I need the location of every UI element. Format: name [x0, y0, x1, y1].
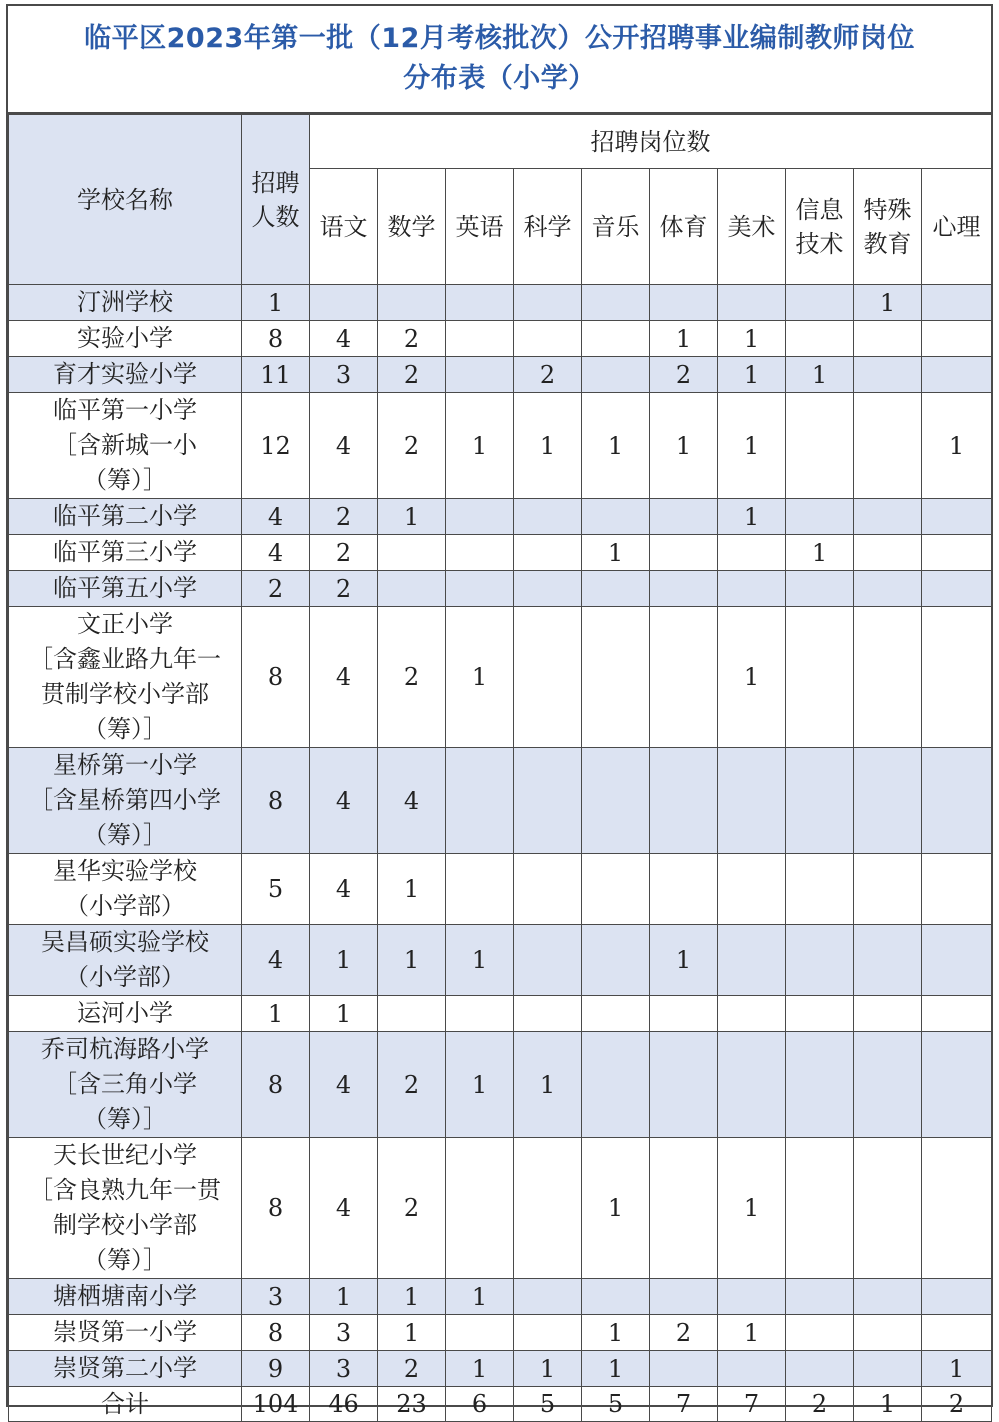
subject-count-cell — [514, 535, 582, 571]
subject-count-cell — [786, 748, 854, 854]
header-school-name: 学校名称 — [9, 115, 242, 285]
subject-count-cell: 2 — [378, 393, 446, 499]
header-subject — [650, 169, 718, 285]
recruit-count-cell: 8 — [242, 748, 310, 854]
table-row — [9, 1315, 992, 1351]
subject-count-cell — [922, 499, 992, 535]
school-name-line: 制学校小学部 — [53, 1211, 197, 1239]
subject-count-cell — [582, 499, 650, 535]
subject-count-cell — [650, 748, 718, 854]
header-count-line-2: 人数 — [251, 202, 300, 231]
subject-count-cell — [786, 321, 854, 357]
subject-count-cell: 1 — [446, 607, 514, 748]
totals-subject-cell: 7 — [718, 1387, 786, 1422]
recruit-count-cell: 4 — [242, 499, 310, 535]
table-row — [9, 535, 992, 571]
subject-count-cell — [786, 854, 854, 925]
school-name-cell — [9, 393, 242, 499]
recruit-count-cell: 2 — [242, 571, 310, 607]
subject-count-cell — [718, 285, 786, 321]
header-subject-line-1: 体育 — [659, 212, 708, 241]
subject-count-cell: 3 — [310, 1351, 378, 1387]
school-name-line: （筹）］ — [83, 1246, 167, 1274]
header-count — [242, 115, 310, 285]
school-name-cell — [9, 571, 242, 607]
subject-count-cell — [786, 1351, 854, 1387]
recruit-count-cell: 1 — [242, 285, 310, 321]
school-name-cell — [9, 285, 242, 321]
subject-count-cell: 1 — [446, 1279, 514, 1315]
school-name-line: ［含星桥第四小学 — [29, 786, 221, 814]
subject-count-cell — [446, 321, 514, 357]
school-name-line: 崇贤第二小学 — [53, 1354, 197, 1382]
table-row — [9, 925, 992, 996]
subject-count-cell — [922, 1315, 992, 1351]
subject-count-cell — [378, 535, 446, 571]
subject-count-cell: 3 — [310, 1315, 378, 1351]
subject-count-cell — [854, 357, 922, 393]
school-name-line: 实验小学 — [77, 324, 173, 352]
subject-count-cell — [582, 321, 650, 357]
subject-count-cell — [446, 748, 514, 854]
subject-count-cell: 4 — [310, 1138, 378, 1279]
table-row — [9, 357, 992, 393]
subject-count-cell: 1 — [446, 925, 514, 996]
subject-count-cell — [854, 1138, 922, 1279]
subject-count-cell: 1 — [718, 1315, 786, 1351]
subject-count-cell: 1 — [378, 1279, 446, 1315]
school-name-cell — [9, 535, 242, 571]
subject-count-cell — [446, 1138, 514, 1279]
recruit-count-cell: 8 — [242, 321, 310, 357]
school-name-line: 运河小学 — [77, 999, 173, 1027]
subject-count-cell — [514, 854, 582, 925]
subject-count-cell: 1 — [786, 357, 854, 393]
school-name-line: ［含新城一小 — [53, 431, 197, 459]
subject-count-cell: 1 — [922, 1351, 992, 1387]
recruit-count-cell: 8 — [242, 607, 310, 748]
school-name-cell — [9, 321, 242, 357]
subject-count-cell — [650, 571, 718, 607]
recruit-count-cell: 12 — [242, 393, 310, 499]
header-subject-line-1: 美术 — [727, 212, 776, 241]
subject-count-cell — [650, 499, 718, 535]
header-subject — [718, 169, 786, 285]
subject-count-cell — [854, 393, 922, 499]
table-row — [9, 1351, 992, 1387]
header-subject — [922, 169, 992, 285]
subject-count-cell — [854, 996, 922, 1032]
subject-count-cell: 1 — [378, 499, 446, 535]
subject-count-cell — [718, 925, 786, 996]
subject-count-cell — [446, 357, 514, 393]
subject-count-cell — [582, 1279, 650, 1315]
subject-count-cell — [718, 1351, 786, 1387]
totals-subject-cell: 5 — [514, 1387, 582, 1422]
subject-count-cell — [922, 996, 992, 1032]
school-name-line: 星华实验学校 — [53, 857, 197, 885]
subject-count-cell: 1 — [378, 1315, 446, 1351]
totals-subject-cell: 2 — [786, 1387, 854, 1422]
subject-count-cell — [922, 321, 992, 357]
subject-count-cell: 2 — [310, 499, 378, 535]
school-name-line: 天长世纪小学 — [53, 1141, 197, 1169]
table-row — [9, 748, 992, 854]
recruit-count-cell: 4 — [242, 925, 310, 996]
subject-count-cell: 1 — [582, 1138, 650, 1279]
school-name-cell — [9, 1315, 242, 1351]
recruit-count-cell: 1 — [242, 996, 310, 1032]
subject-count-cell: 4 — [310, 748, 378, 854]
subject-count-cell: 4 — [310, 607, 378, 748]
school-name-line: ［含良熟九年一贯 — [29, 1176, 221, 1204]
subject-count-cell: 2 — [378, 1032, 446, 1138]
subject-count-cell — [582, 285, 650, 321]
subject-count-cell — [854, 1315, 922, 1351]
subject-count-cell: 2 — [514, 357, 582, 393]
subject-count-cell: 1 — [310, 996, 378, 1032]
subject-count-cell: 1 — [650, 393, 718, 499]
subject-count-cell — [854, 925, 922, 996]
subject-count-cell — [718, 854, 786, 925]
title-line-1: 临平区2023年第一批（12月考核批次）公开招聘事业编制教师岗位 — [84, 23, 915, 54]
subject-count-cell: 1 — [922, 393, 992, 499]
subject-count-cell: 1 — [378, 854, 446, 925]
subject-count-cell — [922, 1279, 992, 1315]
subject-count-cell: 4 — [310, 321, 378, 357]
school-name-cell — [9, 996, 242, 1032]
subject-count-cell — [718, 571, 786, 607]
header-subject-line-2: 技术 — [795, 229, 844, 258]
subject-count-cell — [922, 854, 992, 925]
totals-label: 合计 — [9, 1387, 242, 1422]
school-name-line: 崇贤第一小学 — [53, 1318, 197, 1346]
subject-count-cell — [446, 535, 514, 571]
school-name-cell — [9, 499, 242, 535]
subject-count-cell — [854, 1032, 922, 1138]
subject-count-cell: 1 — [446, 393, 514, 499]
recruit-count-cell: 4 — [242, 535, 310, 571]
subject-count-cell — [514, 996, 582, 1032]
recruit-count-cell: 3 — [242, 1279, 310, 1315]
subject-count-cell: 2 — [378, 1351, 446, 1387]
subject-count-cell — [854, 607, 922, 748]
school-name-cell — [9, 357, 242, 393]
subject-count-cell: 3 — [310, 357, 378, 393]
header-subject — [378, 169, 446, 285]
table-row — [9, 1279, 992, 1315]
subject-count-cell — [786, 1279, 854, 1315]
subject-count-cell — [650, 535, 718, 571]
table-row — [9, 996, 992, 1032]
school-name-line: 汀洲学校 — [77, 288, 173, 316]
subject-count-cell: 2 — [310, 535, 378, 571]
subject-count-cell: 1 — [446, 1032, 514, 1138]
header-subject-line-1: 数学 — [387, 212, 436, 241]
subject-count-cell — [582, 748, 650, 854]
header-subject-line-1: 英语 — [455, 212, 504, 241]
subject-count-cell — [514, 1315, 582, 1351]
school-name-line: ［含三角小学 — [53, 1070, 197, 1098]
title-line-2: 分布表（小学） — [403, 63, 596, 94]
subject-count-cell: 1 — [718, 393, 786, 499]
school-name-cell — [9, 854, 242, 925]
header-subject-line-1: 特殊 — [863, 195, 912, 224]
recruitment-table — [8, 114, 992, 1422]
header-subject — [446, 169, 514, 285]
school-name-cell — [9, 1351, 242, 1387]
subject-count-cell — [650, 1351, 718, 1387]
subject-count-cell — [786, 499, 854, 535]
school-name-line: 乔司杭海路小学 — [41, 1035, 209, 1063]
subject-count-cell — [446, 571, 514, 607]
header-subject — [854, 169, 922, 285]
subject-count-cell: 2 — [378, 321, 446, 357]
header-posts: 招聘岗位数 — [310, 115, 992, 169]
totals-subject-cell: 7 — [650, 1387, 718, 1422]
subject-count-cell: 1 — [582, 393, 650, 499]
subject-count-cell — [310, 285, 378, 321]
header-count-line-1: 招聘 — [251, 168, 300, 197]
school-name-line: 临平第五小学 — [53, 574, 197, 602]
subject-count-cell: 1 — [378, 925, 446, 996]
subject-count-cell — [922, 1032, 992, 1138]
subject-count-cell — [446, 499, 514, 535]
subject-count-cell: 1 — [310, 1279, 378, 1315]
subject-count-cell — [854, 1279, 922, 1315]
school-name-line: 塘栖塘南小学 — [53, 1282, 197, 1310]
table-title — [8, 6, 991, 114]
subject-count-cell — [650, 1279, 718, 1315]
subject-count-cell — [854, 1351, 922, 1387]
subject-count-cell — [378, 285, 446, 321]
subject-count-cell — [378, 996, 446, 1032]
subject-count-cell: 1 — [310, 925, 378, 996]
school-name-cell — [9, 1138, 242, 1279]
subject-count-cell — [582, 996, 650, 1032]
subject-count-cell: 2 — [378, 607, 446, 748]
subject-count-cell — [786, 1032, 854, 1138]
subject-count-cell — [922, 748, 992, 854]
subject-count-cell: 1 — [718, 357, 786, 393]
subject-count-cell: 4 — [310, 393, 378, 499]
subject-count-cell: 1 — [718, 607, 786, 748]
table-row — [9, 393, 992, 499]
subject-count-cell — [514, 499, 582, 535]
subject-count-cell: 1 — [582, 1351, 650, 1387]
school-name-cell — [9, 1279, 242, 1315]
subject-count-cell — [854, 499, 922, 535]
school-name-line: 星桥第一小学 — [53, 751, 197, 779]
subject-count-cell — [786, 996, 854, 1032]
subject-count-cell — [922, 357, 992, 393]
subject-count-cell — [718, 1279, 786, 1315]
subject-count-cell — [650, 1138, 718, 1279]
table-row — [9, 321, 992, 357]
school-name-cell — [9, 748, 242, 854]
subject-count-cell — [786, 607, 854, 748]
subject-count-cell — [514, 571, 582, 607]
subject-count-cell — [786, 1315, 854, 1351]
totals-count: 104 — [242, 1387, 310, 1422]
table-row — [9, 1138, 992, 1279]
subject-count-cell — [854, 571, 922, 607]
recruit-count-cell: 11 — [242, 357, 310, 393]
header-subject-line-2: 教育 — [863, 229, 912, 258]
subject-count-cell — [854, 535, 922, 571]
subject-count-cell: 1 — [582, 535, 650, 571]
subject-count-cell — [786, 285, 854, 321]
recruitment-sheet — [6, 4, 993, 1418]
subject-count-cell — [650, 607, 718, 748]
table-row — [9, 285, 992, 321]
header-subject — [582, 169, 650, 285]
subject-count-cell: 2 — [378, 357, 446, 393]
subject-count-cell — [650, 996, 718, 1032]
subject-count-cell — [582, 357, 650, 393]
header-subject — [786, 169, 854, 285]
subject-count-cell — [582, 925, 650, 996]
subject-count-cell: 1 — [650, 321, 718, 357]
subject-count-cell — [922, 1138, 992, 1279]
school-name-line: （筹）］ — [83, 715, 167, 743]
subject-count-cell — [446, 285, 514, 321]
subject-count-cell: 2 — [310, 571, 378, 607]
school-name-line: 育才实验小学 — [53, 360, 197, 388]
recruit-count-cell: 5 — [242, 854, 310, 925]
header-subject — [514, 169, 582, 285]
subject-count-cell — [922, 571, 992, 607]
subject-count-cell — [514, 607, 582, 748]
subject-count-cell — [786, 1138, 854, 1279]
subject-count-cell: 4 — [310, 854, 378, 925]
subject-count-cell — [922, 925, 992, 996]
subject-count-cell — [718, 748, 786, 854]
subject-count-cell — [922, 285, 992, 321]
subject-count-cell: 1 — [718, 1138, 786, 1279]
totals-subject-cell: 1 — [854, 1387, 922, 1422]
subject-count-cell — [446, 1315, 514, 1351]
totals-subject-cell: 6 — [446, 1387, 514, 1422]
recruit-count-cell: 9 — [242, 1351, 310, 1387]
school-name-line: 文正小学 — [77, 610, 173, 638]
subject-count-cell: 1 — [582, 1315, 650, 1351]
subject-count-cell: 1 — [854, 285, 922, 321]
subject-count-cell — [718, 1032, 786, 1138]
school-name-line: 临平第一小学 — [53, 396, 197, 424]
subject-count-cell — [582, 854, 650, 925]
subject-count-cell — [854, 748, 922, 854]
subject-count-cell — [786, 925, 854, 996]
totals-subject-cell: 5 — [582, 1387, 650, 1422]
subject-count-cell — [718, 535, 786, 571]
subject-count-cell: 4 — [378, 748, 446, 854]
subject-count-cell: 2 — [650, 357, 718, 393]
subject-count-cell — [514, 748, 582, 854]
subject-count-cell — [582, 571, 650, 607]
subject-count-cell — [854, 854, 922, 925]
subject-count-cell — [854, 321, 922, 357]
school-name-line: （筹）］ — [83, 821, 167, 849]
header-subject-line-1: 语文 — [319, 212, 368, 241]
header-subject-line-1: 信息 — [795, 195, 844, 224]
subject-count-cell — [378, 571, 446, 607]
school-name-line: 临平第三小学 — [53, 538, 197, 566]
subject-count-cell: 4 — [310, 1032, 378, 1138]
subject-count-cell — [446, 996, 514, 1032]
totals-subject-cell: 23 — [378, 1387, 446, 1422]
subject-count-cell — [582, 607, 650, 748]
subject-count-cell — [514, 1279, 582, 1315]
school-name-cell — [9, 925, 242, 996]
subject-count-cell: 1 — [446, 1351, 514, 1387]
subject-count-cell: 1 — [718, 499, 786, 535]
totals-row — [9, 1387, 992, 1422]
header-subject — [310, 169, 378, 285]
subject-count-cell — [650, 1032, 718, 1138]
subject-count-cell — [786, 571, 854, 607]
school-name-line: 吴昌硕实验学校 — [41, 928, 209, 956]
school-name-line: （小学部） — [65, 892, 185, 920]
header-subject-line-1: 科学 — [523, 212, 572, 241]
subject-count-cell — [922, 535, 992, 571]
school-name-line: （筹）］ — [83, 1105, 167, 1133]
table-row — [9, 571, 992, 607]
subject-count-cell — [922, 607, 992, 748]
table-row — [9, 854, 992, 925]
subject-count-cell — [718, 996, 786, 1032]
subject-count-cell — [514, 925, 582, 996]
school-name-line: （小学部） — [65, 963, 185, 991]
subject-count-cell: 1 — [514, 393, 582, 499]
table-row — [9, 1032, 992, 1138]
subject-count-cell: 1 — [650, 925, 718, 996]
totals-subject-cell: 2 — [922, 1387, 992, 1422]
recruit-count-cell: 8 — [242, 1032, 310, 1138]
subject-count-cell — [514, 321, 582, 357]
school-name-cell — [9, 1032, 242, 1138]
school-name-line: 贯制学校小学部 — [41, 680, 209, 708]
recruit-count-cell: 8 — [242, 1138, 310, 1279]
subject-count-cell: 2 — [378, 1138, 446, 1279]
school-name-line: （筹）］ — [83, 466, 167, 494]
subject-count-cell — [786, 393, 854, 499]
subject-count-cell: 2 — [650, 1315, 718, 1351]
subject-count-cell — [514, 1138, 582, 1279]
subject-count-cell — [514, 285, 582, 321]
school-name-cell — [9, 607, 242, 748]
subject-count-cell — [650, 854, 718, 925]
subject-count-cell: 1 — [718, 321, 786, 357]
subject-count-cell — [582, 1032, 650, 1138]
subject-count-cell: 1 — [514, 1351, 582, 1387]
header-subject-line-1: 心理 — [932, 212, 981, 241]
subject-count-cell — [446, 854, 514, 925]
subject-count-cell: 1 — [786, 535, 854, 571]
school-name-line: ［含鑫业路九年一 — [29, 645, 221, 673]
table-row — [9, 607, 992, 748]
subject-count-cell: 1 — [514, 1032, 582, 1138]
header-subject-line-1: 音乐 — [591, 212, 640, 241]
school-name-line: 临平第二小学 — [53, 502, 197, 530]
subject-count-cell — [650, 285, 718, 321]
recruit-count-cell: 8 — [242, 1315, 310, 1351]
table-row — [9, 499, 992, 535]
totals-subject-cell: 46 — [310, 1387, 378, 1422]
